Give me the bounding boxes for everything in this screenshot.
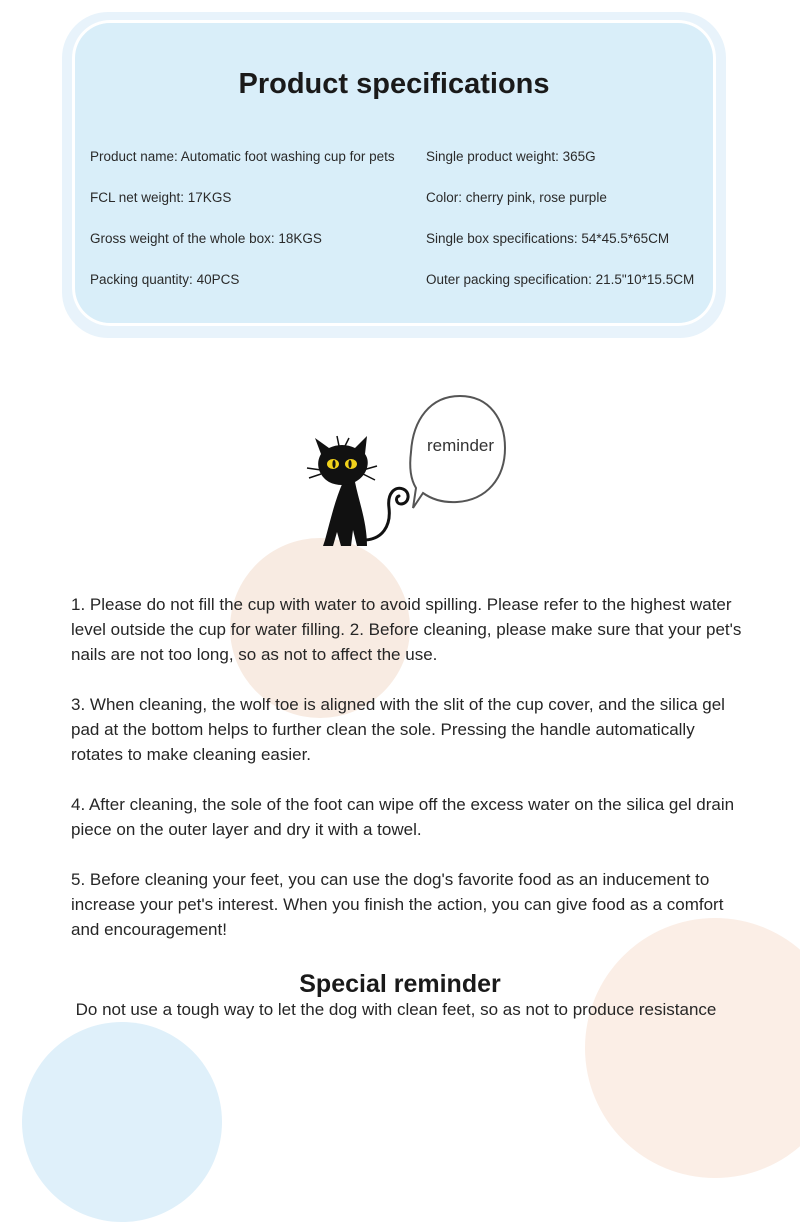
reminder-bubble-text: reminder [426,436,495,455]
spec-title: Product specifications [238,68,550,100]
cat-head-icon [315,436,368,485]
cat-tail-icon [363,488,408,540]
decorative-circle-peach-corner [585,918,800,1178]
spec-box-size: Single box specifications: 54*45.5*65CM [426,231,670,246]
special-reminder-text: Do not use a tough way to let the dog with clean feet, so as not to produce resistance [75,1000,717,1019]
spec-packing-quantity: Packing quantity: 40PCS [90,272,240,287]
spec-single-weight: Single product weight: 365G [426,149,596,164]
spec-outer-packing: Outer packing specification: 21.5"10*15.5CM [426,272,695,287]
instruction-paragraph: 3. When cleaning, the wolf toe is aligned with the slit of the cup cover, and the silica gel pad at the bottom helps to further clean the sole. Pressing the handle automatically rotates to make cleaning easier. [71,695,725,764]
instruction-paragraph: 4. After cleaning, the sole of the foot can wipe off the excess water on the silica gel drain piece on the outer layer and dry it with a towel. [71,795,735,839]
instruction-paragraph: 1. Please do not fill the cup with water to avoid spilling. Please refer to the highest water level outside the cup for water filling. 2. Before cleaning, please make sure that your pet's nails are not too long, so as not to affect the use. [71,595,742,664]
special-reminder-title: Special reminder [299,970,501,998]
decorative-circle-blue-corner [22,1022,222,1222]
spec-product-name: Product name: Automatic foot washing cup for pets [90,149,395,164]
spec-gross-weight: Gross weight of the whole box: 18KGS [90,231,322,246]
spec-color: Color: cherry pink, rose purple [426,190,607,205]
black-cat-icon [305,390,515,550]
spec-net-weight: FCL net weight: 17KGS [90,190,232,205]
instruction-paragraph: 5. Before cleaning your feet, you can use the dog's favorite food as an inducement to increase your pet's interest. When you finish the action, you can give food as a comfort and encouragement! [71,870,724,939]
cat-body-icon [323,482,367,546]
